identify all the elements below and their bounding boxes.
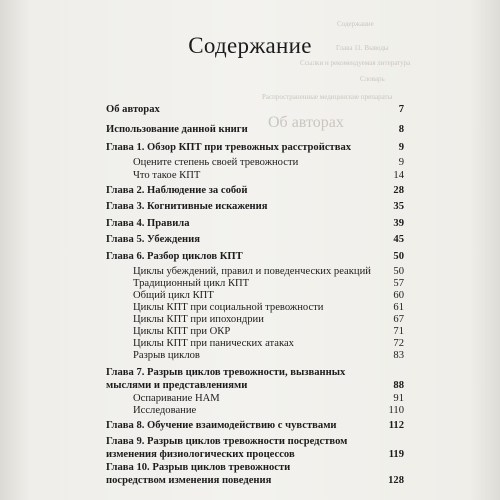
toc-entry-title: Исследование bbox=[133, 405, 197, 416]
toc-entry-page: 28 bbox=[393, 185, 404, 196]
toc-entry-title: Глава 6. Разбор циклов КПТ bbox=[106, 251, 243, 262]
toc-entry bbox=[106, 123, 404, 136]
toc-entry-title: Циклы КПТ при социальной тревожности bbox=[133, 302, 324, 313]
toc-entry-title: Глава 10. Разрыв циклов тревожности посредством изменения поведения bbox=[106, 462, 291, 486]
toc-entry-page: 50 bbox=[393, 251, 404, 262]
toc-entry-title: Глава 5. Убеждения bbox=[106, 234, 200, 245]
toc-entry-page: 14 bbox=[393, 170, 404, 181]
toc-entry-title: Глава 7. Разрыв циклов тревожности, вызванных мыслями и представлениями bbox=[106, 367, 346, 391]
toc-entry-title: Циклы КПТ при ОКР bbox=[133, 326, 231, 337]
toc-entry-page: 8 bbox=[398, 124, 404, 135]
toc-entry-page: 61 bbox=[393, 302, 404, 313]
bleed-through-line: Глава 11. Выводы bbox=[336, 44, 389, 52]
toc-entry bbox=[106, 184, 404, 197]
toc-entry-page: 91 bbox=[393, 393, 404, 404]
toc-entry-title: Об авторах bbox=[106, 104, 160, 115]
toc-entry-title: Глава 4. Правила bbox=[106, 218, 190, 229]
toc-entry-title: Использование данной книги bbox=[106, 124, 248, 135]
toc-entry-page: 9 bbox=[398, 142, 404, 153]
toc-entry-title: Глава 2. Наблюдение за собой bbox=[106, 185, 248, 196]
toc-entry bbox=[106, 250, 404, 263]
toc-entry bbox=[106, 461, 404, 487]
toc-entry-page: 112 bbox=[388, 420, 404, 431]
toc-entry bbox=[106, 366, 404, 392]
toc-entry-title: Глава 9. Разрыв циклов тревожности посредством изменения физиологических процессов bbox=[106, 436, 348, 460]
toc-entry-page: 72 bbox=[393, 338, 404, 349]
toc-entry-title: Оцените степень своей тревожности bbox=[133, 157, 299, 168]
toc-entry-page: 128 bbox=[388, 475, 404, 486]
toc-entry-page: 57 bbox=[393, 278, 404, 289]
toc-entry bbox=[106, 200, 404, 213]
toc-subentry bbox=[106, 349, 404, 362]
toc-entry-page: 110 bbox=[388, 405, 404, 416]
toc-entry-title: Циклы КПТ при ипохондрии bbox=[133, 314, 264, 325]
toc-entry-title: Общий цикл КПТ bbox=[133, 290, 214, 301]
toc-entry bbox=[106, 419, 404, 432]
bleed-through-heading: Об авторах bbox=[268, 114, 344, 131]
toc-entry bbox=[106, 233, 404, 246]
toc-entry-title: Циклы КПТ при панических атаках bbox=[133, 338, 294, 349]
bleed-through-line: Ссылки и рекомендуемая литература bbox=[300, 59, 411, 67]
toc-entry-page: 35 bbox=[393, 201, 404, 212]
toc-subentry bbox=[106, 156, 404, 169]
toc-entry bbox=[106, 435, 404, 461]
bleed-through-line: Словарь bbox=[360, 75, 385, 83]
toc-entry-title: Глава 3. Когнитивные искажения bbox=[106, 201, 268, 212]
toc-subentry bbox=[106, 169, 404, 182]
toc-entry-page: 71 bbox=[393, 326, 404, 337]
toc-entry-page: 39 bbox=[393, 218, 404, 229]
toc-entry-title: Циклы убеждений, правил и поведенческих реакций bbox=[133, 266, 371, 277]
toc-entry-page: 119 bbox=[388, 449, 404, 460]
toc-entry bbox=[106, 141, 404, 154]
toc-entry-title: Оспаривание НАМ bbox=[133, 393, 220, 404]
toc-entry-title: Традиционный цикл КПТ bbox=[133, 278, 250, 289]
toc-entry bbox=[106, 217, 404, 230]
toc-entry bbox=[106, 103, 404, 116]
toc-subentry bbox=[106, 404, 404, 417]
toc-entry-title: Что такое КПТ bbox=[133, 170, 201, 181]
toc-entry-page: 60 bbox=[393, 290, 404, 301]
toc-entry-page: 83 bbox=[393, 350, 404, 361]
toc-entry-title: Глава 8. Обучение взаимодействию с чувствами bbox=[106, 420, 337, 431]
toc-entry-page: 50 bbox=[393, 266, 404, 277]
toc-entry-title: Глава 1. Обзор КПТ при тревожных расстройствах bbox=[106, 142, 352, 153]
bleed-through-header: Содержание bbox=[337, 20, 374, 28]
toc-entry-page: 67 bbox=[393, 314, 404, 325]
toc-entry-page: 7 bbox=[398, 104, 404, 115]
toc-entry-page: 88 bbox=[393, 380, 404, 391]
page-title: Содержание bbox=[188, 33, 312, 58]
toc-entry-page: 9 bbox=[398, 157, 404, 168]
toc-entry-page: 45 bbox=[393, 234, 404, 245]
bleed-through-line: Распространенные медицинские препараты bbox=[262, 93, 393, 101]
toc-entry-title: Разрыв циклов bbox=[133, 350, 200, 361]
